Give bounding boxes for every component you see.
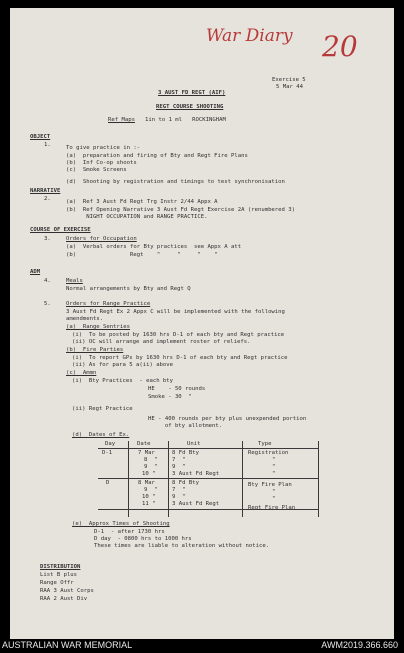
table-cell: 8 " (144, 457, 158, 463)
ammn-bty-practices: (i) Bty Practices - each bty (72, 378, 174, 384)
distribution-item: List B plus (40, 572, 78, 578)
object-item: (b) Inf Co-op shoots (66, 160, 137, 166)
approx-times-item: D day - 0800 hrs to 1000 hrs (94, 536, 192, 542)
table-cell: 8 Mar (138, 480, 155, 486)
table-cell: 8 Fd Bty (172, 480, 199, 486)
meals-text: Normal arrangements by Bty and Regt Q (66, 286, 191, 292)
table-cell: Registration (248, 450, 289, 456)
course-heading: COURSE OF EXERCISE (30, 227, 91, 233)
range-orders-heading: Orders for Range Practice (66, 301, 151, 307)
table-cell: 7 Mar (138, 450, 155, 456)
table-rule (98, 478, 318, 479)
narrative-item: (a) Ref 3 Aust Fd Regt Trg Instr 2/44 Appx A (66, 199, 218, 205)
fire-parties-heading: (b) Fire Parties (66, 347, 124, 353)
object-item: (a) preparation and firing of Bty and Regt Fire Plans (66, 153, 248, 159)
table-cell: 11 " (142, 501, 156, 507)
ref-maps-value: 1in to 1 ml ROCKINGHAM (145, 117, 226, 123)
table-cell: 7 " (172, 487, 186, 493)
range-orders-intro: amendments. (66, 316, 104, 322)
fire-parties-item: (ii) As for para 5 a(ii) above (72, 362, 174, 368)
table-header-type: Type (258, 441, 272, 447)
object-item: (d) Shooting by registration and timings to test synchronisation (66, 179, 285, 185)
range-orders-intro: 3 Aust Fd Regt Ex 2 Appx C will be implemented with the following (66, 309, 285, 315)
distribution-item: Range Offr (40, 580, 74, 586)
fire-parties-item: (i) To report GPs by 1630 hrs D-1 of each bty and Regt practice (72, 355, 288, 361)
object-number: 1. (44, 142, 51, 148)
course-number: 3. (44, 236, 51, 242)
table-header-date: Date (137, 441, 151, 447)
table-cell: " (272, 464, 276, 470)
table-cell: 3 Aust Fd Regt (172, 471, 220, 477)
adm-number-5: 5. (44, 301, 51, 307)
table-cell: D-1 (102, 450, 113, 456)
table-rule (98, 509, 318, 510)
ammn-smoke: Smoke - 30 " (148, 394, 192, 400)
table-cell: 8 Fd Bty (172, 450, 199, 456)
document-title: REGT COURSE SHOOTING (156, 104, 224, 110)
course-item: (a) Verbal orders for Bty practices see Appx A att (66, 244, 242, 250)
object-intro: To give practice in :- (66, 145, 141, 151)
object-heading: OBJECT (30, 134, 51, 140)
course-subheading: Orders for Occupation (66, 236, 137, 242)
footer-accession-number: AWM2019.366.660 (321, 640, 398, 650)
ammn-regt-text: HE - 400 rounds per bty plus unexpended portion (148, 416, 307, 422)
ammn-regt-practice: (ii) Regt Practice (72, 406, 133, 412)
footer-institution: AUSTRALIAN WAR MEMORIAL (2, 640, 133, 650)
table-divider (128, 441, 129, 517)
table-header-unit: Unit (187, 441, 201, 447)
approx-times-item: These times are liable to alteration without notice. (94, 543, 270, 549)
exercise-label: Exercise 5 (272, 77, 306, 83)
table-rule (98, 448, 318, 449)
table-cell: 9 " (144, 464, 158, 470)
approx-times-item: D-1 - after 1730 hrs (94, 529, 165, 535)
table-cell: 9 " (172, 494, 186, 500)
unit-title: 3 AUST FD REGT (AIF) (158, 90, 226, 96)
approx-times-heading: (e) Approx Times of Shooting (72, 521, 170, 527)
document-date: 5 Mar 44 (276, 84, 303, 90)
table-cell: 9 " (144, 487, 158, 493)
table-cell: 10 " (142, 471, 156, 477)
table-cell: 7 " (172, 457, 186, 463)
table-cell: Regt Fire Plan (248, 505, 296, 511)
handwritten-note: War Diary (206, 26, 293, 46)
table-cell: D (106, 480, 110, 486)
table-cell: " (272, 457, 276, 463)
handwritten-number: 20 (322, 30, 358, 63)
narrative-item: (b) Ref Opening Narrative 3 Aust Fd Regt Exercise 2A (renumbered 3) (66, 207, 296, 213)
dates-heading: (d) Dates of Ex. (72, 432, 130, 438)
table-cell: 3 Aust Fd Regt (172, 501, 220, 507)
range-sentries-item: (i) To be posted by 1630 hrs D-1 of each bty and Regt practice (72, 332, 285, 338)
table-divider (318, 441, 319, 517)
ammn-regt-text: of bty allotment. (148, 423, 223, 429)
range-sentries-item: (ii) OC will arrange and implement roster of reliefs. (72, 339, 251, 345)
ammn-heading: (c) Ammn (66, 370, 97, 376)
document-page (10, 8, 394, 639)
table-divider (168, 441, 169, 517)
distribution-heading: DISTRIBUTION (40, 564, 81, 570)
distribution-item: RAA 2 Aust Div (40, 596, 88, 602)
adm-heading: ADM (30, 269, 41, 275)
range-sentries-heading: (a) Range Sentries (66, 324, 130, 330)
adm-number-4: 4. (44, 278, 51, 284)
meals-heading: Meals (66, 278, 83, 284)
narrative-heading: NARRATIVE (30, 188, 61, 194)
table-cell: " (272, 471, 276, 477)
course-item: (b) Regt " " " " (66, 252, 218, 258)
ref-maps-label: Ref Maps (108, 117, 135, 123)
table-cell: " (272, 489, 276, 495)
narrative-number: 2. (44, 196, 51, 202)
narrative-item: NIGHT OCCUPATION and RANGE PRACTICE. (66, 214, 208, 220)
object-item: (c) Smoke Screens (66, 167, 127, 173)
distribution-item: RAA 3 Aust Corps (40, 588, 94, 594)
table-divider (242, 441, 243, 517)
table-cell: " (272, 496, 276, 502)
table-cell: 10 " (142, 494, 156, 500)
table-header-day: Day (105, 441, 116, 447)
table-cell: 9 " (172, 464, 186, 470)
table-cell: Bty Fire Plan (248, 482, 292, 488)
ammn-he: HE - 50 rounds (148, 386, 206, 392)
